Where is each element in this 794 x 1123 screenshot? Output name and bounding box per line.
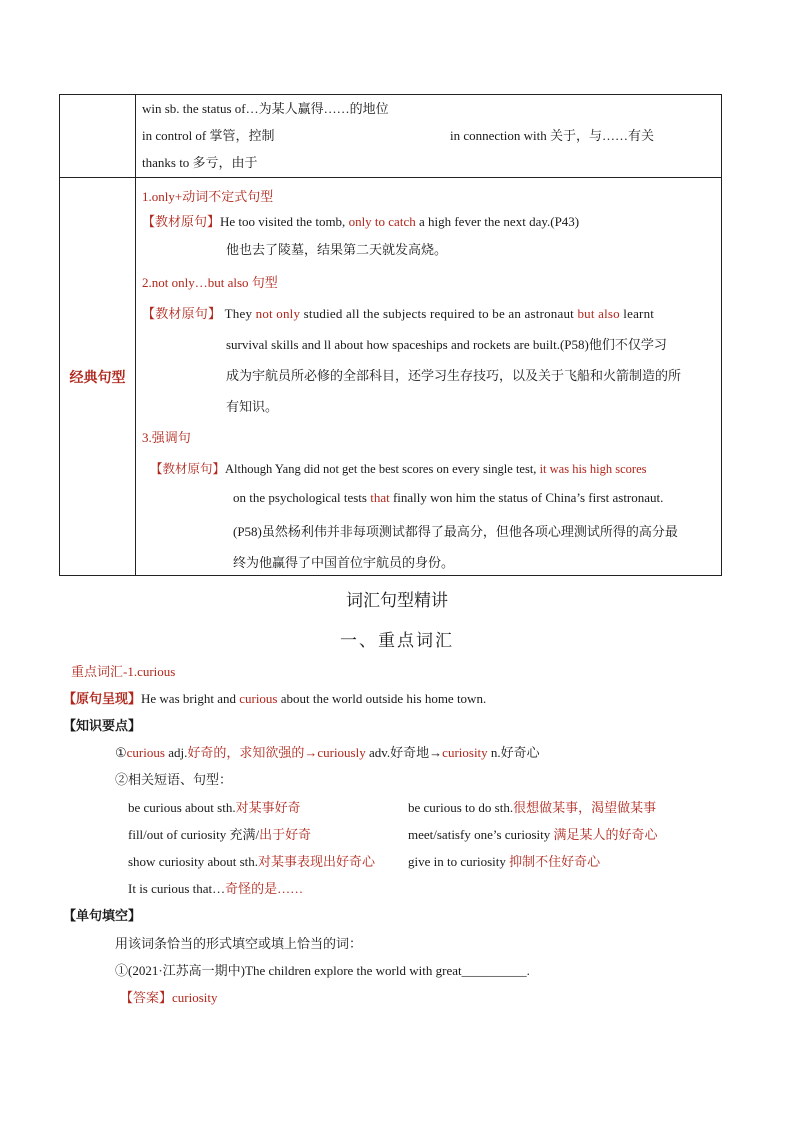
knowledge-points-tag: 【知识要点】 [63, 718, 142, 733]
fill-in-instruction: 用该词条恰当的形式填空或填上恰当的词： [115, 936, 363, 951]
question-1: ①(2021·江苏高一期中)The children explore the world with great__________. [115, 963, 530, 978]
pattern2-sentence-line2: survival skills and ll about how spaceships and rockets are built.(P58)他们不仅学习 [226, 337, 667, 352]
row1-content-cell [136, 95, 722, 178]
original-sentence: 【原句呈现】He was bright and curious about the world outside his home town. [63, 691, 487, 706]
word-forms-line: ①curious adj.好奇的，求知欲强的→curiously adv.好奇地→curiosity n.好奇心 [115, 745, 540, 760]
classic-sentences-label: 经典句型 [69, 369, 126, 386]
pattern3-sentence-line3: (P58)虽然杨利伟并非每项测试都得了最高分，但他各项心理测试所得的高分最 [233, 524, 678, 539]
answer-line: 【答案】curiosity [120, 990, 218, 1005]
pattern3-sentence-line1: 【教材原句】Although Yang did not get the best scores on every single test, it was his high scores [150, 462, 647, 476]
phrase-thanks-to: thanks to 多亏，由于 [142, 155, 258, 170]
phrase-satisfy-curiosity: meet/satisfy one’s curiosity 满足某人的好奇心 [408, 827, 658, 842]
phrase-give-in-to-curiosity: give in to curiosity 抑制不住好奇心 [408, 854, 601, 869]
pattern1-title: 1.only+动词不定式句型 [142, 189, 274, 204]
pattern3-title: 3.强调句 [142, 430, 191, 445]
row1-label-cell [60, 95, 136, 178]
pattern2-sentence-line1: 【教材原句】 They not only studied all the subjects required to be an astronaut but also learnt [142, 306, 655, 321]
phrase-in-connection: in connection with 关于，与……有关 [450, 128, 655, 143]
vocab-item-title: 重点词汇-1.curious [71, 664, 176, 679]
phrase-out-of-curiosity: fill/out of curiosity 充满/出于好奇 [128, 827, 312, 842]
row2-label-cell [60, 178, 136, 576]
phrase-be-curious-to-do: be curious to do sth.很想做某事，渴望做某事 [408, 800, 657, 815]
pattern2-sentence-line3: 成为宇航员所必修的全部科目，还学习生存技巧，以及关于飞船和火箭制造的所 [226, 368, 682, 383]
pattern2-title: 2.not only…but also 句型 [142, 275, 278, 290]
fill-in-tag: 【单句填空】 [63, 908, 142, 923]
related-phrases-heading: ②相关短语、句型： [115, 772, 233, 787]
content-table [59, 94, 722, 576]
phrase-in-control: in control of 掌管，控制 [142, 128, 275, 143]
phrase-win-status: win sb. the status of…为某人赢得……的地位 [142, 101, 389, 116]
section-heading: 词汇句型精讲 [346, 591, 448, 611]
row2-content-cell [136, 178, 722, 576]
pattern1-translation: 他也去了陵墓，结果第二天就发高烧。 [226, 242, 448, 257]
phrase-it-is-curious: It is curious that…奇怪的是…… [128, 881, 304, 896]
phrase-be-curious-about: be curious about sth.对某事好奇 [128, 800, 301, 815]
pattern2-sentence-line4: 有知识。 [226, 399, 279, 414]
pattern1-sentence: 【教材原句】He too visited the tomb, only to catch a high fever the next day.(P43) [142, 214, 580, 229]
pattern3-sentence-line2: on the psychological tests that finally won him the status of China’s first astronaut. [233, 490, 664, 505]
phrase-show-curiosity: show curiosity about sth.对某事表现出好奇心 [128, 854, 376, 869]
pattern3-sentence-line4: 终为他赢得了中国首位宇航员的身份。 [233, 555, 455, 570]
section-subheading: 一、重点词汇 [340, 631, 454, 651]
answer-blank[interactable]: __________ [461, 963, 527, 978]
